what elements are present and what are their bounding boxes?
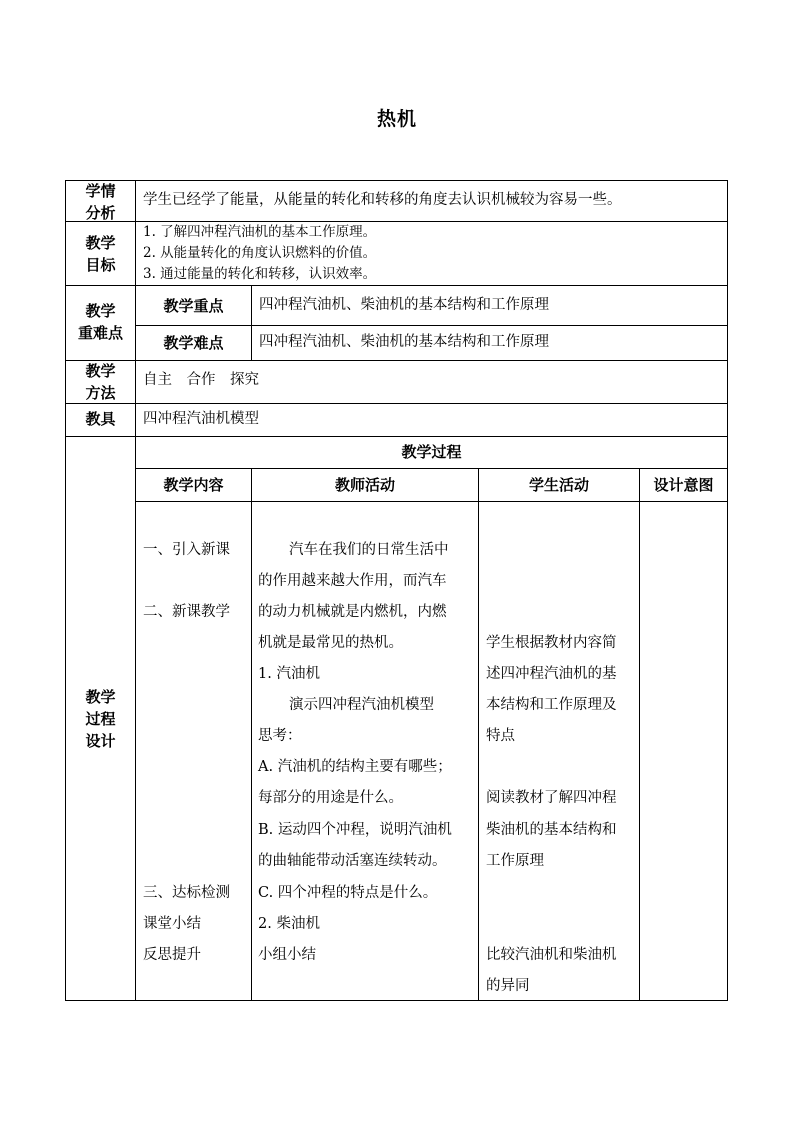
content-item: 三、达标检测 (143, 885, 230, 901)
difficulty-label: 教学难点 (163, 334, 224, 352)
table-rule (65, 285, 727, 286)
student-line: 特点 (486, 728, 515, 744)
student-line: 的异同 (486, 978, 530, 994)
label-line: 目标 (85, 256, 116, 274)
label-line: 教学 (85, 234, 116, 252)
content-item: 一、引入新课 (143, 542, 230, 558)
focus-label (66, 300, 135, 344)
content-item: 课堂小结 (143, 916, 201, 932)
situation-label (66, 180, 135, 224)
goals-item-2: 2. 从能量转化的角度认识燃料的价值。 (143, 245, 377, 261)
tools-content: 四冲程汽油机模型 (143, 411, 259, 427)
process-header: 教学过程 (401, 443, 462, 461)
table-rule (65, 436, 727, 437)
goals-item-1: 1. 了解四冲程汽油机的基本工作原理。 (143, 224, 377, 240)
teacher-line: 2. 柴油机 (258, 916, 320, 932)
label-line: 方法 (85, 384, 116, 402)
goals-label (66, 232, 135, 276)
table-rule (727, 180, 728, 1001)
teacher-line: B. 运动四个冲程，说明汽油机 (258, 822, 452, 838)
label-line: 学情 (85, 182, 116, 200)
table-rule (65, 180, 727, 181)
student-line: 学生根据教材内容简 (486, 635, 617, 651)
teacher-line: 演示四冲程汽油机模型 (289, 697, 434, 713)
table-rule (65, 360, 727, 361)
student-line: 述四冲程汽油机的基 (486, 666, 617, 682)
teacher-line: 的曲轴能带动活塞连续转动。 (258, 853, 447, 869)
table-rule (251, 285, 252, 360)
column-header-intent: 设计意图 (653, 476, 714, 494)
teacher-line: C. 四个冲程的特点是什么。 (258, 885, 438, 901)
label-line: 过程 (85, 710, 116, 728)
column-header-teacher: 教师活动 (334, 476, 395, 494)
table-rule (65, 403, 727, 404)
table-rule (65, 1000, 727, 1001)
label-line: 教学 (85, 302, 116, 320)
label-line: 教学 (85, 362, 116, 380)
goals-item-3: 3. 通过能量的转化和转移，认识效率。 (143, 266, 377, 282)
teacher-line: 机就是最常见的热机。 (258, 635, 403, 651)
content-item: 反思提升 (143, 947, 201, 963)
teacher-line: 小组小结 (258, 947, 316, 963)
table-rule (251, 468, 252, 1001)
table-rule (639, 468, 640, 1001)
column-header-content: 教学内容 (163, 476, 224, 494)
student-line: 柴油机的基本结构和 (486, 822, 617, 838)
label-line: 分析 (85, 204, 116, 222)
label-line: 重难点 (77, 324, 123, 342)
student-line: 本结构和工作原理及 (486, 697, 617, 713)
process-label (66, 686, 135, 752)
teacher-line: 汽车在我们的日常生活中 (289, 542, 449, 558)
teacher-line: 的作用越来越大作用，而汽车 (258, 573, 447, 589)
method-label (66, 360, 135, 404)
tools-label: 教具 (85, 410, 116, 428)
label-line: 教学 (85, 688, 116, 706)
teacher-line: 1. 汽油机 (258, 666, 320, 682)
situation-content: 学生已经学了能量，从能量的转化和转移的角度去认识机械较为容易一些。 (143, 192, 622, 208)
difficulty-content: 四冲程汽油机、柴油机的基本结构和工作原理 (259, 334, 549, 350)
teacher-line: 每部分的用途是什么。 (258, 790, 403, 806)
content-item: 二、新课教学 (143, 604, 230, 620)
key-point-content: 四冲程汽油机、柴油机的基本结构和工作原理 (259, 297, 549, 313)
student-line: 工作原理 (486, 853, 544, 869)
key-point-label: 教学重点 (163, 297, 224, 315)
column-header-student: 学生活动 (528, 476, 589, 494)
table-rule (135, 325, 727, 326)
student-line: 比较汽油机和柴油机 (486, 947, 617, 963)
teacher-line: 的动力机械就是内燃机，内燃 (258, 604, 447, 620)
page-title: 热机 (376, 108, 417, 130)
teacher-line: 思考： (258, 728, 302, 744)
teacher-line: A. 汽油机的结构主要有哪些； (258, 759, 452, 775)
label-line: 设计 (85, 732, 116, 750)
student-line: 阅读教材了解四冲程 (486, 790, 617, 806)
table-rule (478, 468, 479, 1001)
method-content: 自主 合作 探究 (143, 372, 259, 388)
